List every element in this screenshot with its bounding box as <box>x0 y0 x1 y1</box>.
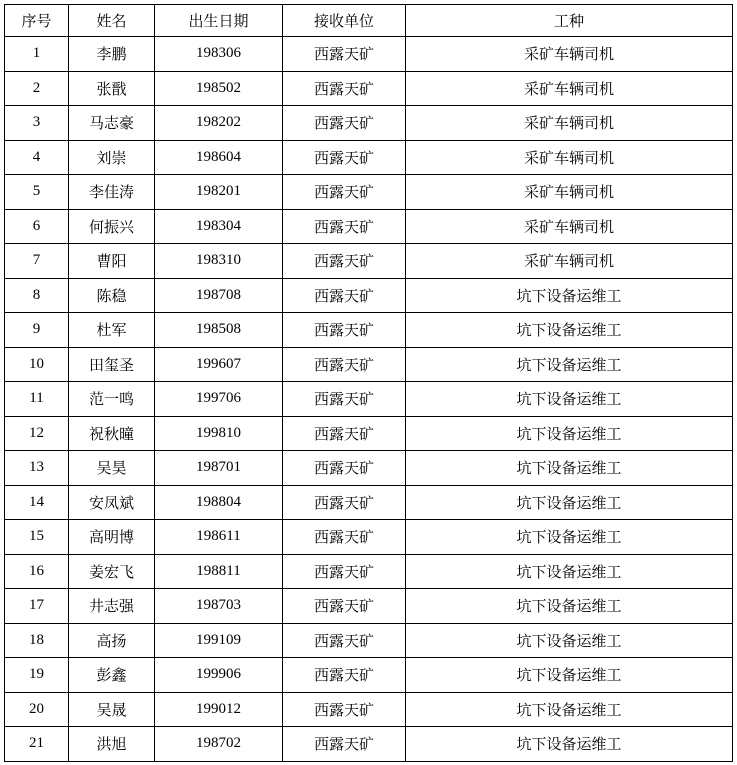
cell-name: 何振兴 <box>69 209 155 244</box>
cell-serial-number: 16 <box>5 554 69 589</box>
cell-receiving-unit: 西露天矿 <box>283 347 406 382</box>
cell-job-type: 坑下设备运维工 <box>406 658 733 693</box>
cell-serial-number: 8 <box>5 278 69 313</box>
cell-receiving-unit: 西露天矿 <box>283 554 406 589</box>
cell-serial-number: 2 <box>5 71 69 106</box>
cell-birth-date: 198304 <box>155 209 283 244</box>
table-row <box>5 451 733 486</box>
table-row <box>5 485 733 520</box>
cell-serial-number: 14 <box>5 485 69 520</box>
cell-name: 吴昊 <box>69 451 155 486</box>
cell-receiving-unit: 西露天矿 <box>283 485 406 520</box>
cell-birth-date: 199607 <box>155 347 283 382</box>
cell-job-type: 采矿车辆司机 <box>406 71 733 106</box>
cell-job-type: 坑下设备运维工 <box>406 589 733 624</box>
cell-name: 井志强 <box>69 589 155 624</box>
header-job-type: 工种 <box>406 5 733 37</box>
table-row <box>5 416 733 451</box>
table-row <box>5 554 733 589</box>
cell-receiving-unit: 西露天矿 <box>283 589 406 624</box>
cell-birth-date: 198708 <box>155 278 283 313</box>
cell-receiving-unit: 西露天矿 <box>283 209 406 244</box>
cell-birth-date: 198306 <box>155 37 283 72</box>
table-row <box>5 209 733 244</box>
cell-serial-number: 15 <box>5 520 69 555</box>
cell-birth-date: 198811 <box>155 554 283 589</box>
cell-serial-number: 18 <box>5 623 69 658</box>
cell-birth-date: 198202 <box>155 106 283 141</box>
cell-receiving-unit: 西露天矿 <box>283 244 406 279</box>
cell-job-type: 坑下设备运维工 <box>406 623 733 658</box>
cell-name: 高明博 <box>69 520 155 555</box>
cell-name: 马志豪 <box>69 106 155 141</box>
cell-name: 刘崇 <box>69 140 155 175</box>
cell-receiving-unit: 西露天矿 <box>283 727 406 762</box>
cell-job-type: 采矿车辆司机 <box>406 209 733 244</box>
cell-serial-number: 19 <box>5 658 69 693</box>
table-row <box>5 727 733 762</box>
cell-birth-date: 199906 <box>155 658 283 693</box>
cell-serial-number: 4 <box>5 140 69 175</box>
cell-job-type: 采矿车辆司机 <box>406 140 733 175</box>
table-row <box>5 382 733 417</box>
cell-receiving-unit: 西露天矿 <box>283 37 406 72</box>
cell-serial-number: 13 <box>5 451 69 486</box>
cell-job-type: 坑下设备运维工 <box>406 692 733 727</box>
cell-birth-date: 198703 <box>155 589 283 624</box>
cell-receiving-unit: 西露天矿 <box>283 416 406 451</box>
cell-receiving-unit: 西露天矿 <box>283 278 406 313</box>
cell-receiving-unit: 西露天矿 <box>283 382 406 417</box>
cell-serial-number: 17 <box>5 589 69 624</box>
table-row <box>5 37 733 72</box>
cell-birth-date: 199012 <box>155 692 283 727</box>
cell-receiving-unit: 西露天矿 <box>283 623 406 658</box>
cell-job-type: 坑下设备运维工 <box>406 451 733 486</box>
cell-name: 祝秋曈 <box>69 416 155 451</box>
cell-serial-number: 7 <box>5 244 69 279</box>
cell-serial-number: 5 <box>5 175 69 210</box>
cell-name: 吴晟 <box>69 692 155 727</box>
cell-name: 杜军 <box>69 313 155 348</box>
employee-roster-table <box>4 4 733 762</box>
cell-birth-date: 198701 <box>155 451 283 486</box>
header-birth-date: 出生日期 <box>155 5 283 37</box>
table-row <box>5 278 733 313</box>
cell-serial-number: 21 <box>5 727 69 762</box>
cell-serial-number: 3 <box>5 106 69 141</box>
cell-job-type: 坑下设备运维工 <box>406 278 733 313</box>
cell-name: 陈稳 <box>69 278 155 313</box>
table-row <box>5 71 733 106</box>
header-serial-number: 序号 <box>5 5 69 37</box>
cell-receiving-unit: 西露天矿 <box>283 71 406 106</box>
cell-receiving-unit: 西露天矿 <box>283 451 406 486</box>
cell-receiving-unit: 西露天矿 <box>283 175 406 210</box>
cell-birth-date: 199706 <box>155 382 283 417</box>
table-row <box>5 175 733 210</box>
header-name: 姓名 <box>69 5 155 37</box>
cell-serial-number: 9 <box>5 313 69 348</box>
cell-serial-number: 20 <box>5 692 69 727</box>
cell-job-type: 采矿车辆司机 <box>406 106 733 141</box>
cell-birth-date: 198310 <box>155 244 283 279</box>
cell-name: 安凤斌 <box>69 485 155 520</box>
table-row <box>5 520 733 555</box>
cell-job-type: 坑下设备运维工 <box>406 520 733 555</box>
cell-name: 高扬 <box>69 623 155 658</box>
header-row <box>5 5 733 37</box>
table-header <box>5 5 733 37</box>
cell-birth-date: 198804 <box>155 485 283 520</box>
cell-name: 李佳涛 <box>69 175 155 210</box>
cell-receiving-unit: 西露天矿 <box>283 140 406 175</box>
header-receiving-unit: 接收单位 <box>283 5 406 37</box>
table-body <box>5 37 733 762</box>
cell-receiving-unit: 西露天矿 <box>283 313 406 348</box>
table-row <box>5 140 733 175</box>
cell-name: 洪旭 <box>69 727 155 762</box>
cell-name: 田玺圣 <box>69 347 155 382</box>
cell-birth-date: 198201 <box>155 175 283 210</box>
table-row <box>5 589 733 624</box>
cell-name: 姜宏飞 <box>69 554 155 589</box>
cell-birth-date: 198502 <box>155 71 283 106</box>
cell-receiving-unit: 西露天矿 <box>283 106 406 141</box>
cell-job-type: 坑下设备运维工 <box>406 347 733 382</box>
cell-name: 张戬 <box>69 71 155 106</box>
table-row <box>5 623 733 658</box>
cell-receiving-unit: 西露天矿 <box>283 520 406 555</box>
cell-birth-date: 198508 <box>155 313 283 348</box>
table-row <box>5 658 733 693</box>
cell-name: 范一鸣 <box>69 382 155 417</box>
cell-birth-date: 198604 <box>155 140 283 175</box>
cell-job-type: 坑下设备运维工 <box>406 382 733 417</box>
cell-birth-date: 199810 <box>155 416 283 451</box>
cell-job-type: 坑下设备运维工 <box>406 485 733 520</box>
table-row <box>5 347 733 382</box>
cell-name: 彭鑫 <box>69 658 155 693</box>
cell-job-type: 采矿车辆司机 <box>406 175 733 210</box>
cell-job-type: 采矿车辆司机 <box>406 244 733 279</box>
cell-serial-number: 11 <box>5 382 69 417</box>
cell-receiving-unit: 西露天矿 <box>283 658 406 693</box>
cell-name: 李鹏 <box>69 37 155 72</box>
cell-serial-number: 6 <box>5 209 69 244</box>
table-row <box>5 106 733 141</box>
cell-job-type: 坑下设备运维工 <box>406 554 733 589</box>
cell-job-type: 坑下设备运维工 <box>406 416 733 451</box>
cell-job-type: 采矿车辆司机 <box>406 37 733 72</box>
cell-job-type: 坑下设备运维工 <box>406 727 733 762</box>
cell-job-type: 坑下设备运维工 <box>406 313 733 348</box>
cell-name: 曹阳 <box>69 244 155 279</box>
table-row <box>5 313 733 348</box>
cell-serial-number: 10 <box>5 347 69 382</box>
cell-serial-number: 1 <box>5 37 69 72</box>
table-row <box>5 692 733 727</box>
table-row <box>5 244 733 279</box>
cell-serial-number: 12 <box>5 416 69 451</box>
cell-birth-date: 198702 <box>155 727 283 762</box>
cell-birth-date: 199109 <box>155 623 283 658</box>
cell-receiving-unit: 西露天矿 <box>283 692 406 727</box>
cell-birth-date: 198611 <box>155 520 283 555</box>
